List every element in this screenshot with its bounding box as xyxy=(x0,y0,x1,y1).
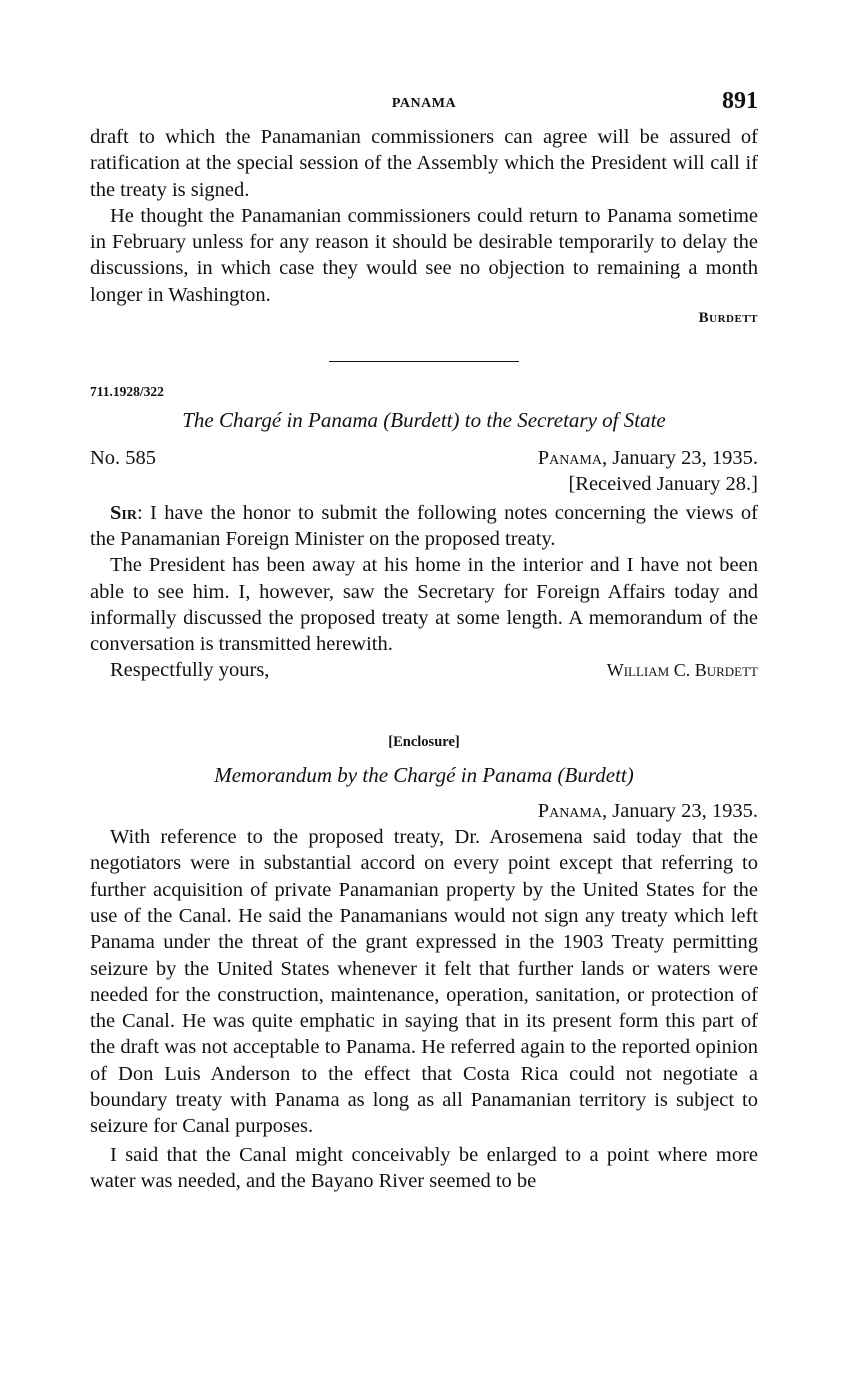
memorandum-date: , January 23, 1935. xyxy=(601,799,758,822)
dateline-date: , January 23, 1935. xyxy=(601,447,758,470)
page-header xyxy=(90,88,758,124)
salutation: Sir xyxy=(110,501,137,524)
enclosure-label: [Enclosure] xyxy=(388,733,460,750)
dateline-place: Panama xyxy=(537,447,602,470)
memorandum-dateline xyxy=(90,798,758,824)
closing: Respectfully yours, xyxy=(110,659,270,682)
paragraph-president-away: The President has been away at his home in the interior and I have not been able to see him. I, however, saw the Secretary for Foreign Affairs today and informally discussed the proposed treaty at some length. A memorandum of the conversation is transmitted herewith. xyxy=(90,554,758,656)
page-number: 891 xyxy=(722,88,758,114)
paragraph-canal-enlarged: I said that the Canal might conceivably be enlarged to a point where more water was needed, and the Bayano River seemed to be xyxy=(90,1143,758,1192)
memorandum-title: Memorandum by the Chargé in Panama (Burdett) xyxy=(214,762,634,787)
salutation-text: : I have the honor to submit the following notes concerning the views of the Panamanian Foreign Minister on the proposed treaty. xyxy=(90,501,758,550)
signature-burdett: Burdett xyxy=(698,310,758,327)
paragraph-arosemena: With reference to the proposed treaty, Dr. Arosemena said today that the negotiators were in substantial accord on every point except that referring to further acquisition of private Panamanian property by the United States for the use of the Canal. He said the Panamanians would not sign any treaty which left Panama under the threat of the grant expressed in the 1903 Treaty permitting seizure by the United States whenever it felt that further lands or waters were needed for the construction, maintenance, operation, sanitation, or protection of the Canal. He was quite emphatic in saying that in its present form this part of the draft was not acceptable to Panama. He referred again to the reported opinion of Don Luis Anderson to the effect that Costa Rica could not negotiate a boundary treaty with Panama as long as all Panamanian territory is subject to seizure for Canal purposes. xyxy=(90,826,758,1138)
letter-title: The Chargé in Panama (Burdett) to the Secretary of State xyxy=(182,408,666,433)
closing-row xyxy=(90,657,758,683)
dateline xyxy=(538,445,758,471)
paragraph-continuation: draft to which the Panamanian commissioners can agree will be assured of ratification at the special session of the Assembly which the President will call if the treaty is signed. xyxy=(90,126,758,201)
letter-heading-row xyxy=(90,445,758,498)
section-divider xyxy=(329,361,519,362)
paragraph-salutation xyxy=(90,500,758,553)
running-head: PANAMA xyxy=(391,96,457,111)
file-number: 711.1928/322 xyxy=(90,384,164,400)
dispatch-number: No. 585 xyxy=(90,447,157,470)
received-date: [Received January 28.] xyxy=(568,473,758,496)
paragraph-commissioners-return: He thought the Panamanian commissioners could return to Panama sometime in February unless for any reason it should be desirable temporarily to delay the discussions, in which case they would see no objection to remaining a month longer in Washington. xyxy=(90,204,758,306)
document-page xyxy=(90,88,758,1194)
memorandum-place: Panama xyxy=(537,799,602,822)
dateline-block xyxy=(538,445,758,498)
signature-william-burdett: William C. Burdett xyxy=(606,660,758,681)
